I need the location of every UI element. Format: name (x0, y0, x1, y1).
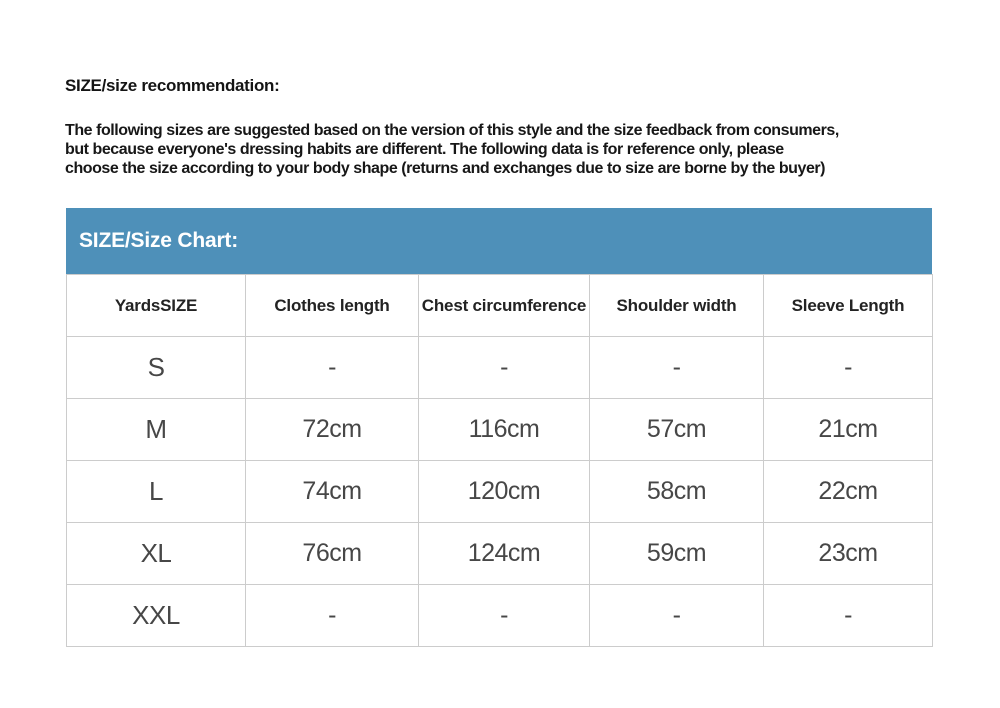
sleeve-length-value: 21cm (764, 399, 933, 461)
sleeve-length-value: - (764, 337, 933, 399)
size-label: XXL (67, 585, 246, 647)
chest-circumference-value: - (419, 585, 590, 647)
table-row-l (67, 461, 933, 523)
shoulder-width-value: - (590, 585, 764, 647)
column-header-chest-circumference: Chest circumference (419, 275, 590, 337)
clothes-length-value: - (246, 337, 419, 399)
paragraph-line: The following sizes are suggested based on the version of this style and the size feedback from consumers, (65, 122, 839, 139)
size-label: S (67, 337, 246, 399)
shoulder-width-value: 57cm (590, 399, 764, 461)
size-label: L (67, 461, 246, 523)
size-label: M (67, 399, 246, 461)
sleeve-length-value: 22cm (764, 461, 933, 523)
sleeve-length-value: 23cm (764, 523, 933, 585)
table-row-m (67, 399, 933, 461)
size-recommendation-heading: SIZE/size recommendation: (65, 76, 280, 95)
table-row-xxl (67, 585, 933, 647)
column-header-sleeve-length: Sleeve Length (764, 275, 933, 337)
size-chart-table (66, 274, 933, 647)
chest-circumference-value: - (419, 337, 590, 399)
shoulder-width-value: 58cm (590, 461, 764, 523)
size-label: XL (67, 523, 246, 585)
column-header-shoulder-width: Shoulder width (590, 275, 764, 337)
clothes-length-value: 76cm (246, 523, 419, 585)
clothes-length-value: 72cm (246, 399, 419, 461)
table-row-xl (67, 523, 933, 585)
size-chart-title-bar (66, 208, 932, 274)
chest-circumference-value: 116cm (419, 399, 590, 461)
size-chart-title: SIZE/Size Chart: (79, 229, 238, 252)
shoulder-width-value: - (590, 337, 764, 399)
sleeve-length-value: - (764, 585, 933, 647)
chest-circumference-value: 124cm (419, 523, 590, 585)
shoulder-width-value: 59cm (590, 523, 764, 585)
clothes-length-value: - (246, 585, 419, 647)
table-header-row (67, 275, 933, 337)
clothes-length-value: 74cm (246, 461, 419, 523)
table-row-s (67, 337, 933, 399)
chest-circumference-value: 120cm (419, 461, 590, 523)
column-header-clothes-length: Clothes length (246, 275, 419, 337)
column-header-yards-size: YardsSIZE (67, 275, 246, 337)
paragraph-line: choose the size according to your body shape (returns and exchanges due to size are borne by the buyer) (65, 160, 826, 177)
size-recommendation-paragraph (65, 121, 839, 178)
paragraph-line: but because everyone's dressing habits are different. The following data is for reference only, please (65, 141, 784, 158)
